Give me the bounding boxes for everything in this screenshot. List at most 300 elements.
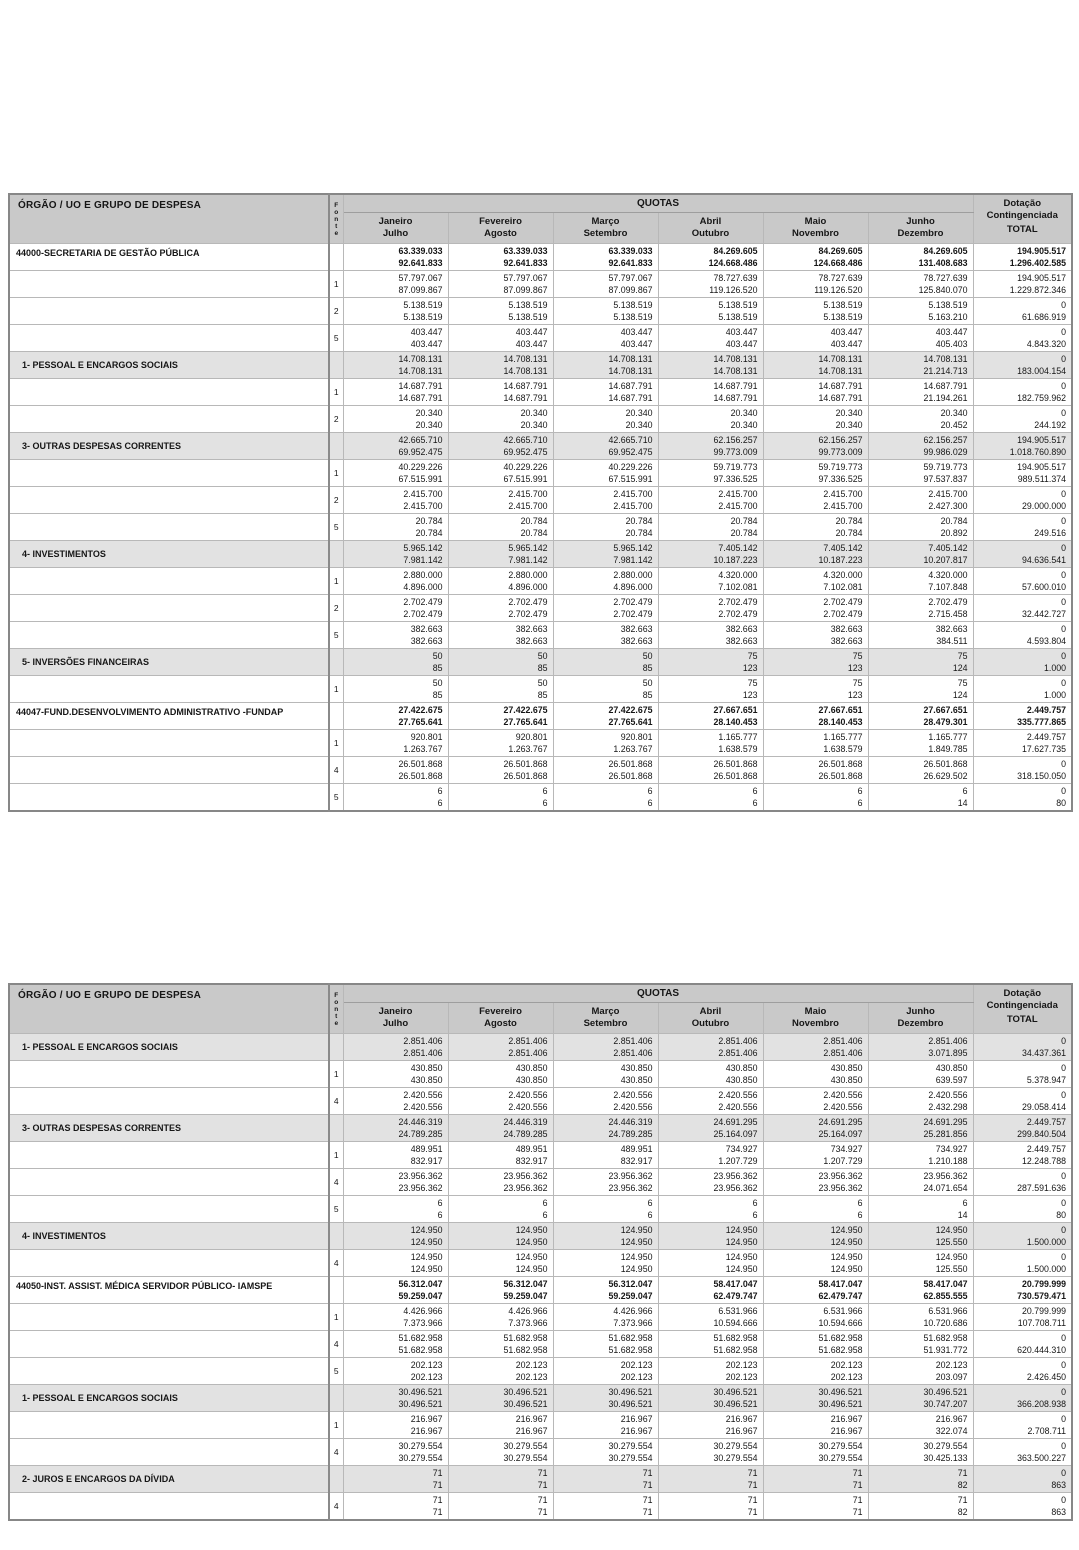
value-line: 5.138.519 [823, 311, 863, 322]
value-line: 14.708.131 [608, 354, 653, 364]
row-label [9, 1250, 329, 1277]
value-line: 62.479.747 [818, 1290, 863, 1301]
quota-cell [343, 487, 448, 514]
value-line: 30.496.521 [713, 1387, 758, 1397]
value-line: 20.340 [835, 419, 863, 430]
fonte-letter: F [334, 201, 339, 209]
fonte-column-header [329, 194, 343, 244]
value-line: 5.138.519 [508, 300, 548, 310]
quota-cell [553, 649, 658, 676]
row-label: 4- INVESTIMENTOS [9, 541, 329, 568]
quota-cell [658, 730, 763, 757]
value-line: 63.339.033 [398, 246, 443, 256]
value-line: 1.165.777 [928, 732, 968, 742]
value-line: 6 [752, 1198, 758, 1208]
quota-cell [868, 1061, 973, 1088]
value-line: 2.415.700 [508, 500, 548, 511]
value-line: 322.074 [935, 1425, 968, 1436]
value-line: 366.208.938 [1017, 1398, 1067, 1409]
quota-cell [448, 1088, 553, 1115]
quota-cell [448, 595, 553, 622]
quota-cell [343, 784, 448, 812]
value-line: 6 [647, 786, 653, 796]
value-line: 56.312.047 [398, 1279, 443, 1289]
quota-cell [553, 1061, 658, 1088]
row-label [9, 379, 329, 406]
fonte-code: 2 [329, 298, 343, 325]
quota-cell [343, 1223, 448, 1250]
value-line: 24.789.285 [398, 1128, 443, 1139]
value-line: 1.000 [1044, 662, 1067, 673]
value-line: 20.784 [520, 527, 548, 538]
value-line: 403.447 [515, 338, 548, 349]
value-line: 6.531.966 [718, 1306, 758, 1316]
value-line: 42.665.710 [503, 435, 548, 445]
value-line: 194.905.517 [1017, 435, 1067, 445]
value-line: 1.000 [1044, 689, 1067, 700]
value-line: 403.447 [410, 327, 443, 337]
value-line: 5.138.519 [718, 311, 758, 322]
value-line: 58.417.047 [923, 1279, 968, 1289]
value-line: 71 [747, 1468, 758, 1478]
value-line: 51.682.958 [713, 1333, 758, 1343]
fonte-letter: t [335, 1012, 338, 1020]
table-header [9, 194, 1072, 244]
fonte-code [329, 1277, 343, 1304]
quota-cell [868, 1223, 973, 1250]
quota-cell [763, 1277, 868, 1304]
value-line: 20.340 [625, 419, 653, 430]
value-line: 12.248.788 [1021, 1155, 1067, 1166]
quota-cell [658, 1223, 763, 1250]
value-line: 124.950 [620, 1263, 653, 1274]
quotas-table-1 [8, 193, 1073, 812]
value-line: 75 [957, 678, 968, 688]
quota-cell [658, 244, 763, 271]
value-line: 20.340 [940, 408, 968, 418]
value-line: 6 [437, 797, 443, 808]
value-line: 87.099.867 [398, 284, 443, 295]
value-line: 30.496.521 [503, 1398, 548, 1409]
value-line: 78.727.639 [923, 273, 968, 283]
row-label [9, 1493, 329, 1521]
fonte-letter: n [334, 1005, 339, 1013]
total-cell [973, 1412, 1072, 1439]
value-line: 71 [852, 1495, 863, 1505]
quota-cell [343, 460, 448, 487]
value-line: 14.708.131 [503, 365, 548, 376]
value-line: 7.981.142 [613, 554, 653, 565]
value-line: 75 [747, 651, 758, 661]
value-line: 384.511 [936, 635, 968, 646]
quota-cell [763, 1034, 868, 1061]
quota-cell [553, 1412, 658, 1439]
quota-cell [658, 757, 763, 784]
value-line: 58.417.047 [713, 1279, 758, 1289]
quota-cell [763, 703, 868, 730]
quota-cell [553, 1439, 658, 1466]
value-line: 5.965.142 [508, 543, 548, 553]
value-line: 20.340 [730, 408, 758, 418]
value-line: 2.702.479 [613, 608, 653, 619]
value-line: 21.214.713 [923, 365, 968, 376]
quota-cell [448, 784, 553, 812]
value-line: 71 [957, 1495, 968, 1505]
value-line: 57.797.067 [608, 273, 653, 283]
fonte-code: 5 [329, 325, 343, 352]
value-line: 620.444.310 [1017, 1344, 1067, 1355]
quota-cell [658, 784, 763, 812]
value-line: 2.880.000 [403, 570, 443, 580]
quota-cell [763, 784, 868, 812]
row-label: 2- JUROS E ENCARGOS DA DÍVIDA [9, 1466, 329, 1493]
row-label: 3- OUTRAS DESPESAS CORRENTES [9, 1115, 329, 1142]
fonte-code: 5 [329, 1196, 343, 1223]
value-line: 6 [752, 786, 758, 796]
quota-cell [763, 352, 868, 379]
fonte-code: 1 [329, 379, 343, 406]
value-line: 0 [1061, 759, 1067, 769]
value-line: 30.496.521 [713, 1398, 758, 1409]
value-line: 2.851.406 [718, 1036, 758, 1046]
value-line: 3.071.895 [928, 1047, 968, 1058]
table-row [9, 730, 1072, 757]
quota-cell [868, 433, 973, 460]
quota-cell [763, 298, 868, 325]
quota-cell [763, 1304, 868, 1331]
value-line: 430.850 [515, 1063, 548, 1073]
value-line: 2.415.700 [823, 489, 863, 499]
quota-cell [448, 1331, 553, 1358]
quota-cell [763, 325, 868, 352]
quota-cell [658, 1196, 763, 1223]
value-line: 23.956.362 [608, 1182, 653, 1193]
value-line: 59.719.773 [818, 462, 863, 472]
fonte-code [329, 1115, 343, 1142]
value-line: 2.702.479 [508, 597, 548, 607]
quota-cell [763, 1088, 868, 1115]
dotacao-header [973, 194, 1072, 244]
value-line: 71 [642, 1468, 653, 1478]
value-line: 730.579.471 [1017, 1290, 1067, 1301]
value-line: 5.138.519 [928, 300, 968, 310]
value-line: 62.479.747 [713, 1290, 758, 1301]
table-row [9, 1250, 1072, 1277]
quota-cell [343, 1439, 448, 1466]
value-line: 51.682.958 [503, 1344, 548, 1355]
value-line: 59.259.047 [503, 1290, 548, 1301]
value-line: 202.123 [410, 1360, 443, 1370]
value-line: 30.279.554 [503, 1452, 548, 1463]
value-line: 7.981.142 [403, 554, 443, 565]
quota-cell [553, 595, 658, 622]
quota-cell [448, 1250, 553, 1277]
quota-cell [763, 1493, 868, 1521]
table-row [9, 649, 1072, 676]
value-line: 403.447 [410, 338, 443, 349]
quota-cell [868, 1169, 973, 1196]
value-line: 71 [747, 1495, 758, 1505]
value-line: 14.708.131 [503, 354, 548, 364]
value-line: 6.531.966 [823, 1306, 863, 1316]
value-line: 2.880.000 [508, 570, 548, 580]
value-line: 29.000.000 [1021, 500, 1067, 511]
value-line: 5.138.519 [823, 300, 863, 310]
value-line: 430.850 [515, 1074, 548, 1085]
value-line: 30.279.554 [818, 1441, 863, 1451]
quota-cell [763, 1169, 868, 1196]
value-line: 107.708.711 [1017, 1317, 1067, 1328]
value-line: 71 [747, 1506, 758, 1517]
value-line: 27.765.641 [503, 716, 548, 727]
value-line: 124 [952, 689, 968, 700]
quota-cell [343, 1412, 448, 1439]
row-label [9, 1412, 329, 1439]
value-line: 2.702.479 [718, 608, 758, 619]
value-line: 5.138.519 [403, 300, 443, 310]
row-label: 1- PESSOAL E ENCARGOS SOCIAIS [9, 1034, 329, 1061]
quota-cell [448, 541, 553, 568]
table-row [9, 1466, 1072, 1493]
total-cell [973, 514, 1072, 541]
value-line: 40.229.226 [503, 462, 548, 472]
quota-cell [868, 352, 973, 379]
value-line: 1.638.579 [718, 743, 758, 754]
value-line: 14.687.791 [503, 392, 548, 403]
value-line: 75 [852, 651, 863, 661]
value-line: 382.663 [620, 624, 653, 634]
quota-cell [658, 1412, 763, 1439]
value-line: 59.719.773 [923, 462, 968, 472]
quota-cell [868, 541, 973, 568]
value-line: 57.797.067 [398, 273, 443, 283]
value-line: 20.784 [625, 516, 653, 526]
value-line: 863 [1051, 1506, 1067, 1517]
value-line: 124.950 [620, 1225, 653, 1235]
org-column-header: ÓRGÃO / UO E GRUPO DE DESPESA [9, 984, 329, 1034]
table-row [9, 1034, 1072, 1061]
value-line: 430.850 [830, 1063, 863, 1073]
quota-cell [343, 325, 448, 352]
value-line: 863 [1051, 1479, 1067, 1490]
row-label [9, 1358, 329, 1385]
total-cell [973, 298, 1072, 325]
total-cell [973, 460, 1072, 487]
value-line: 430.850 [725, 1074, 758, 1085]
value-line: 2.851.406 [403, 1047, 443, 1058]
table-row [9, 595, 1072, 622]
fonte-letter: e [334, 1019, 339, 1027]
value-line: 6 [752, 797, 758, 808]
value-line: 26.501.868 [818, 770, 863, 781]
quota-cell [763, 271, 868, 298]
row-label [9, 1142, 329, 1169]
quota-cell [448, 379, 553, 406]
value-line: 6 [437, 1209, 443, 1220]
quota-cell [343, 298, 448, 325]
value-line: 382.663 [830, 635, 863, 646]
quota-cell [448, 1466, 553, 1493]
value-line: 6 [857, 786, 863, 796]
quota-cell [658, 1493, 763, 1521]
quota-cell [343, 1088, 448, 1115]
value-line: 30.496.521 [398, 1387, 443, 1397]
value-line: 10.187.223 [713, 554, 758, 565]
quota-cell [763, 1223, 868, 1250]
value-line: 20.784 [835, 516, 863, 526]
value-line: 2.415.700 [613, 489, 653, 499]
value-line: 2.851.406 [613, 1047, 653, 1058]
row-label: 1- PESSOAL E ENCARGOS SOCIAIS [9, 352, 329, 379]
value-line: 20.784 [415, 516, 443, 526]
value-line: 75 [957, 651, 968, 661]
quota-cell [658, 325, 763, 352]
value-line: 14.687.791 [713, 381, 758, 391]
table-row [9, 1142, 1072, 1169]
value-line: 71 [537, 1506, 548, 1517]
value-line: 0 [1061, 1414, 1067, 1424]
total-cell [973, 1142, 1072, 1169]
value-line: 216.967 [410, 1414, 443, 1424]
value-line: 56.312.047 [608, 1279, 653, 1289]
value-line: 30.279.554 [503, 1441, 548, 1451]
row-label [9, 676, 329, 703]
total-cell [973, 595, 1072, 622]
quota-cell [658, 1142, 763, 1169]
value-line: 71 [642, 1479, 653, 1490]
quotas-header: QUOTAS [343, 984, 973, 1003]
value-line: 123 [847, 689, 863, 700]
value-line: 24.789.285 [608, 1128, 653, 1139]
value-line: 7.981.142 [508, 554, 548, 565]
value-line: 84.269.605 [713, 246, 758, 256]
value-line: 30.496.521 [398, 1398, 443, 1409]
value-line: 6 [857, 1198, 863, 1208]
quota-cell [868, 1466, 973, 1493]
month-header: Junho Dezembro [868, 213, 973, 244]
value-line: 30.496.521 [818, 1387, 863, 1397]
quota-cell [763, 595, 868, 622]
value-line: 6 [857, 797, 863, 808]
quota-cell [763, 730, 868, 757]
quota-cell [343, 1358, 448, 1385]
table-row [9, 1088, 1072, 1115]
value-line: 2.702.479 [508, 608, 548, 619]
row-label [9, 487, 329, 514]
quota-cell [448, 1277, 553, 1304]
value-line: 430.850 [725, 1063, 758, 1073]
value-line: 80 [1056, 797, 1067, 808]
total-cell [973, 622, 1072, 649]
value-line: 5.138.519 [403, 311, 443, 322]
value-line: 124.950 [830, 1252, 863, 1262]
table-body [9, 1034, 1072, 1521]
fonte-letter: t [335, 222, 338, 230]
value-line: 71 [852, 1479, 863, 1490]
quota-cell [868, 271, 973, 298]
fonte-code: 4 [329, 1439, 343, 1466]
value-line: 6 [542, 797, 548, 808]
value-line: 119.126.520 [709, 284, 758, 295]
value-line: 2.420.556 [403, 1101, 443, 1112]
value-line: 26.501.868 [713, 770, 758, 781]
quota-cell [658, 460, 763, 487]
fonte-code: 1 [329, 1412, 343, 1439]
value-line: 30.496.521 [608, 1398, 653, 1409]
value-line: 78.727.639 [713, 273, 758, 283]
quota-cell [553, 1466, 658, 1493]
fonte-code: 2 [329, 487, 343, 514]
value-line: 71 [432, 1479, 443, 1490]
quota-cell [448, 1439, 553, 1466]
value-line: 24.446.319 [398, 1117, 443, 1127]
value-line: 87.099.867 [608, 284, 653, 295]
value-line: 21.194.261 [923, 392, 968, 403]
value-line: 5.163.210 [928, 311, 968, 322]
fonte-code: 4 [329, 1250, 343, 1277]
fonte-code: 1 [329, 460, 343, 487]
quota-cell [553, 1169, 658, 1196]
quota-cell [763, 244, 868, 271]
value-line: 23.956.362 [503, 1171, 548, 1181]
quota-cell [448, 1358, 553, 1385]
value-line: 26.501.868 [923, 759, 968, 769]
value-line: 24.446.319 [608, 1117, 653, 1127]
value-line: 94.636.541 [1021, 554, 1067, 565]
quota-cell [553, 541, 658, 568]
value-line: 92.641.833 [503, 257, 548, 268]
value-line: 202.123 [515, 1360, 548, 1370]
value-line: 216.967 [830, 1425, 863, 1436]
value-line: 124.668.486 [813, 257, 863, 268]
table-row [9, 703, 1072, 730]
value-line: 2.715.458 [928, 608, 968, 619]
value-line: 734.927 [935, 1144, 968, 1154]
value-line: 0 [1061, 408, 1067, 418]
value-line: 287.591.636 [1017, 1182, 1067, 1193]
total-cell [973, 1304, 1072, 1331]
value-line: 0 [1061, 1090, 1067, 1100]
quota-cell [658, 379, 763, 406]
value-line: 20.340 [415, 408, 443, 418]
value-line: 20.784 [625, 527, 653, 538]
value-line: 61.686.919 [1021, 311, 1067, 322]
value-line: 71 [432, 1495, 443, 1505]
total-cell [973, 757, 1072, 784]
value-line: 27.765.641 [398, 716, 443, 727]
value-line: 5.378.947 [1026, 1074, 1067, 1085]
quota-cell [868, 1196, 973, 1223]
quota-cell [343, 730, 448, 757]
table-row [9, 487, 1072, 514]
quota-cell [448, 757, 553, 784]
value-line: 14.708.131 [398, 365, 443, 376]
value-line: 6 [542, 1209, 548, 1220]
value-line: 119.126.520 [814, 284, 863, 295]
value-line: 125.550 [935, 1236, 968, 1247]
value-line: 20.784 [415, 527, 443, 538]
value-line: 0 [1061, 786, 1067, 796]
quota-cell [763, 1115, 868, 1142]
value-line: 124.950 [410, 1236, 443, 1247]
value-line: 2.420.556 [823, 1101, 863, 1112]
total-cell [973, 541, 1072, 568]
value-line: 0 [1061, 597, 1067, 607]
value-line: 82 [957, 1506, 968, 1517]
value-line: 1.500.000 [1026, 1236, 1067, 1247]
value-line: 403.447 [935, 327, 968, 337]
value-line: 51.682.958 [818, 1333, 863, 1343]
